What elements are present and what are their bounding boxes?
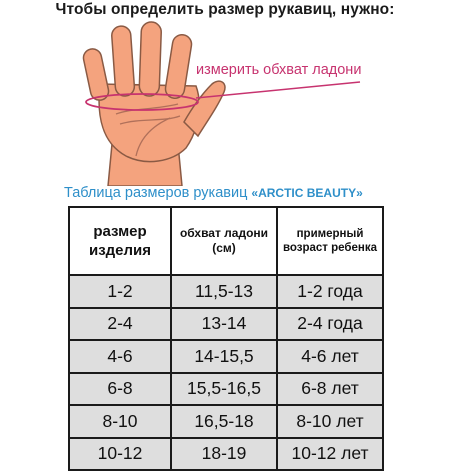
cell-age: 1-2 года xyxy=(277,275,383,308)
table-row xyxy=(69,308,383,341)
cell-age: 8-10 лет xyxy=(277,405,383,438)
cell-age: 4-6 лет xyxy=(277,340,383,373)
cell-size: 8-10 xyxy=(69,405,171,438)
header-size: размер изделия xyxy=(69,207,171,275)
cell-girth: 13-14 xyxy=(171,308,277,341)
cell-size: 2-4 xyxy=(69,308,171,341)
cell-girth: 16,5-18 xyxy=(171,405,277,438)
table-row xyxy=(69,405,383,438)
cell-size: 1-2 xyxy=(69,275,171,308)
cell-girth: 18-19 xyxy=(171,438,277,471)
cell-girth: 11,5-13 xyxy=(171,275,277,308)
table-row xyxy=(69,275,383,308)
cell-age: 10-12 лет xyxy=(277,438,383,471)
size-table xyxy=(68,206,384,471)
cell-size: 4-6 xyxy=(69,340,171,373)
cell-age: 2-4 года xyxy=(277,308,383,341)
table-row xyxy=(69,438,383,471)
table-row xyxy=(69,340,383,373)
header-age: примерный возраст ребенка xyxy=(277,207,383,275)
cell-girth: 15,5-16,5 xyxy=(171,373,277,406)
hand-palm-icon xyxy=(70,18,370,186)
table-title xyxy=(64,185,363,201)
table-header-row xyxy=(69,207,383,275)
brand-name: «ARCTIC BEAUTY» xyxy=(251,186,363,200)
cell-age: 6-8 лет xyxy=(277,373,383,406)
cell-girth: 14-15,5 xyxy=(171,340,277,373)
cell-size: 6-8 xyxy=(69,373,171,406)
hand-illustration xyxy=(70,18,370,186)
page-heading: Чтобы определить размер рукавиц, нужно: xyxy=(55,1,395,18)
table-title-text: Таблица размеров рукавиц xyxy=(64,185,252,201)
measure-caption: измерить обхват ладони xyxy=(196,62,362,78)
header-girth: обхват ладони (см) xyxy=(171,207,277,275)
cell-size: 10-12 xyxy=(69,438,171,471)
table-row xyxy=(69,373,383,406)
